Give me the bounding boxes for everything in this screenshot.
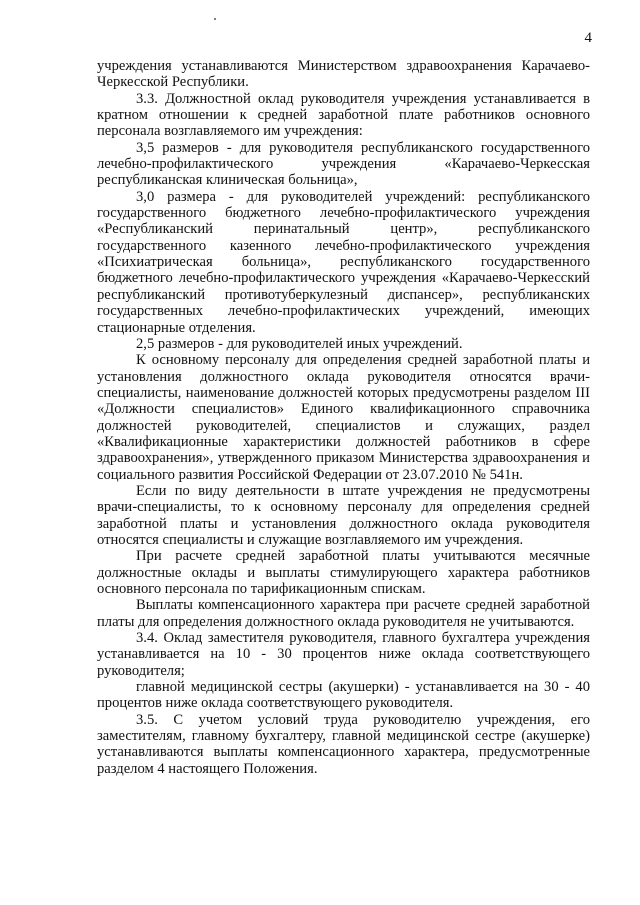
paragraph: 3.4. Оклад заместителя руководителя, главного бухгалтера учреждения устанавливается на 10 - 30 процентов ниже оклада соответствующего руководителя; — [97, 630, 590, 679]
paragraph: К основному персоналу для определения средней заработной платы и установления должностного оклада руководителя относятся врачи-специалисты, наименование должностей которых предусмотрены разделом III «Должности специалистов» Единого квалификационного справочника должностей руководителей, специалистов и служащих, раздел «Квалификационные характеристики должностей работников в сфере здравоохранения», утвержденного приказом Министерства здравоохранения и социального развития Российской Федерации от 23.07.2010 № 541н. — [97, 352, 590, 483]
scan-speck — [214, 18, 216, 20]
paragraph: 3,0 размера - для руководителей учреждений: республиканского государственного бюджетного лечебно-профилактического учреждения «Республиканский перинатальный центр», республиканского государственного казенного лечебно-профилактического учреждения «Психиатрическая больница», республиканского государственного бюджетного лечебно-профилактического учреждения «Карачаево-Черкесский республиканский противотуберкулезный диспансер», республиканских государственных лечебно-профилактических учреждений, имеющих стационарные отделения. — [97, 188, 590, 336]
paragraph: 2,5 размеров - для руководителей иных учреждений. — [136, 335, 463, 352]
paragraph: учреждения устанавливаются Министерством здравоохранения Карачаево-Черкесской Республики. — [97, 58, 590, 91]
paragraph: Выплаты компенсационного характера при расчете средней заработной платы для определения должностного оклада руководителя не учитываются. — [97, 597, 590, 630]
paragraph: При расчете средней заработной платы учитываются месячные должностные оклады и выплаты стимулирующего характера работников основного персонала по тарификационным спискам. — [97, 548, 590, 597]
paragraph: Если по виду деятельности в штате учреждения не предусмотрены врачи-специалисты, то к основному персоналу для определения средней заработной платы и установления должностного оклада руководителя относятся специалисты и служащие возглавляемого им учреждения. — [97, 482, 590, 548]
document-body — [97, 58, 590, 777]
page-number: 4 — [584, 30, 592, 46]
paragraph: 3.5. С учетом условий труда руководителю учреждения, его заместителям, главному бухгалтеру, главной медицинской сестре (акушерке) устанавливаются выплаты компенсационного характера, предусмотренные разделом 4 настоящего Положения. — [97, 711, 590, 777]
paragraph: 3,5 размеров - для руководителя республиканского государственного лечебно-профилактического учреждения «Карачаево-Черкесская республиканская клиническая больница», — [97, 139, 590, 189]
paragraph: главной медицинской сестры (акушерки) - устанавливается на 30 - 40 процентов ниже оклада соответствующего руководителя. — [97, 679, 590, 712]
paragraph: 3.3. Должностной оклад руководителя учреждения устанавливается в кратном отношении к средней заработной плате работников основного персонала возглавляемого им учреждения: — [97, 90, 590, 140]
